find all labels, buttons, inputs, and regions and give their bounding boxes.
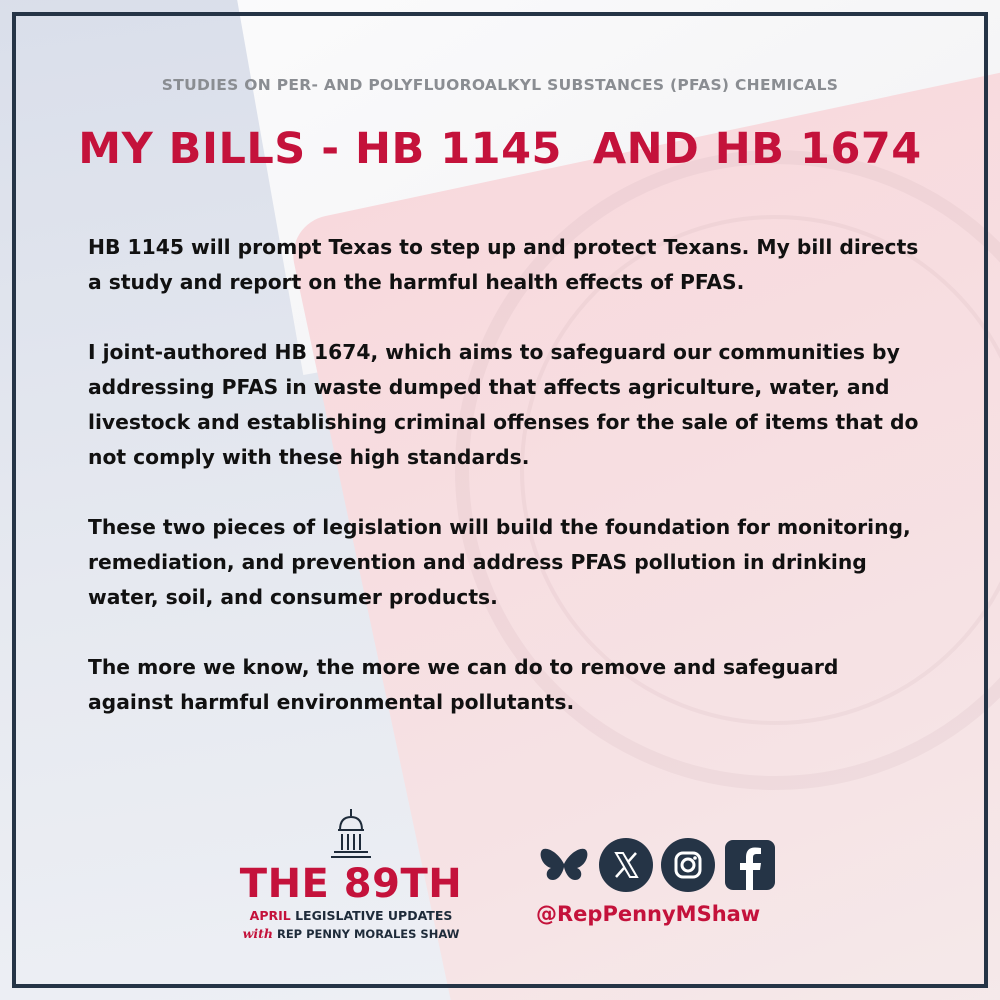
the-89th-logo [228, 808, 474, 948]
instagram-icon[interactable] [661, 838, 715, 892]
page-subtitle: STUDIES ON PER- AND POLYFLUOROALKYL SUBSTANCES (PFAS) CHEMICALS [161, 76, 839, 94]
social-handle[interactable]: @RepPennyMShaw [536, 902, 761, 926]
capitol-icon [328, 808, 374, 864]
logo-line-1 [228, 908, 474, 923]
page-title: MY BILLS - HB 1145 AND HB 1674 [78, 124, 922, 174]
paragraph: These two pieces of legislation will build the foundation for monitoring, remediation, and prevention and address PFAS pollution in drinking water, soil, and consumer products. [88, 515, 911, 609]
logo-title: THE 89TH [239, 861, 463, 907]
butterfly-icon[interactable] [537, 838, 591, 892]
logo-month: APRIL [249, 908, 291, 923]
paragraph: The more we know, the more we can do to remove and safeguard against harmful environmental pollutants. [88, 655, 839, 714]
logo-with: with [242, 926, 273, 941]
social-icons [537, 838, 777, 894]
x-icon[interactable] [599, 838, 653, 892]
logo-line-2-text: REP PENNY MORALES SHAW [272, 927, 460, 941]
paragraph: HB 1145 will prompt Texas to step up and protect Texans. My bill directs a study and report on the harmful health effects of PFAS. [88, 235, 919, 294]
paragraph: I joint-authored HB 1674, which aims to safeguard our communities by addressing PFAS in waste dumped that affects agriculture, water, and livestock and establishing criminal offenses for the sale of items that do not comply with these high standards. [88, 340, 919, 469]
logo-line-1-text: LEGISLATIVE UPDATES [290, 908, 453, 923]
facebook-icon[interactable] [723, 838, 777, 892]
body-text [88, 230, 928, 755]
logo-line-2 [228, 926, 474, 941]
